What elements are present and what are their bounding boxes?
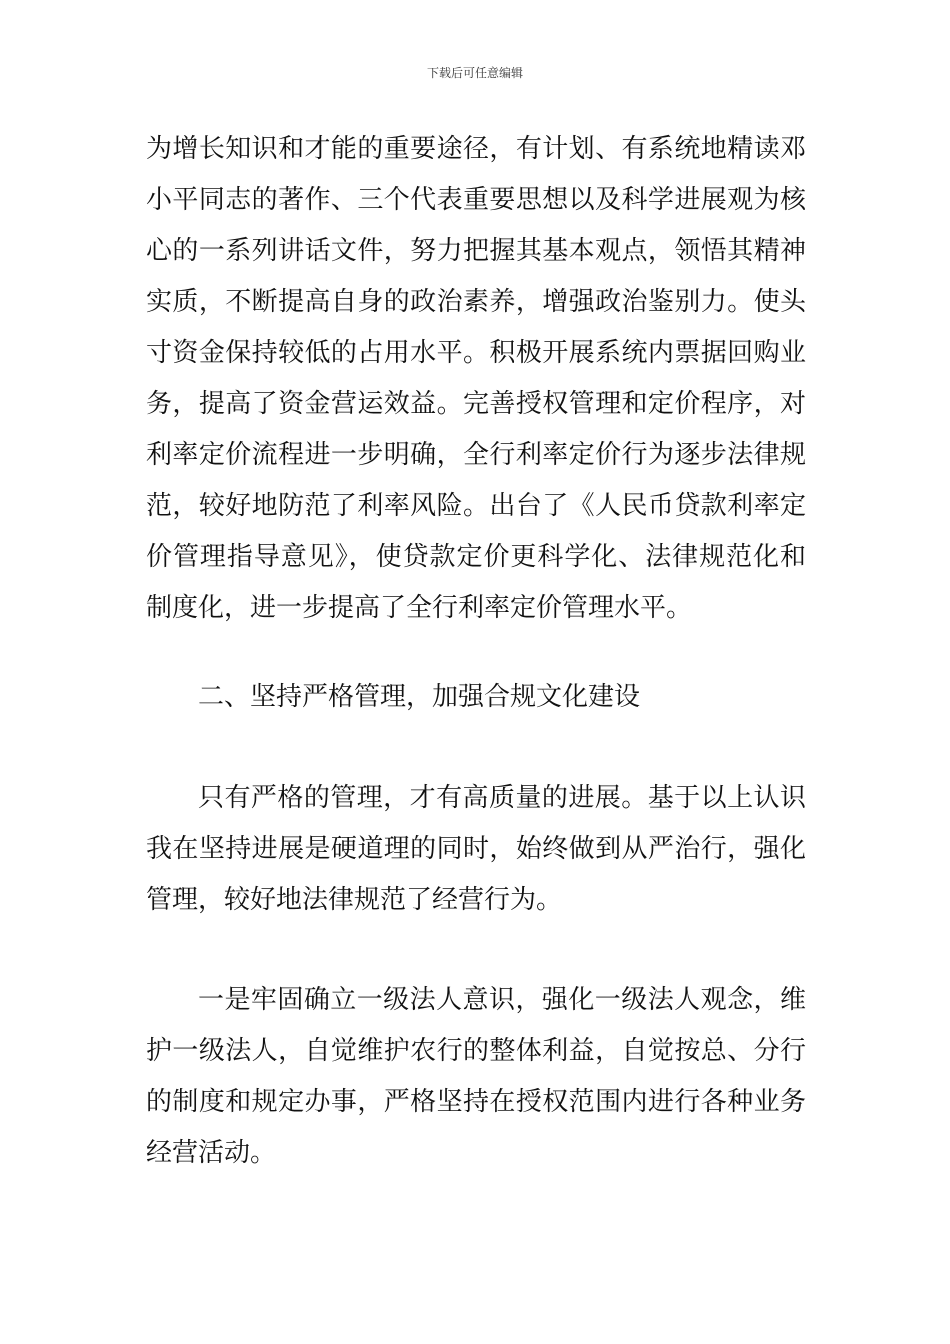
- body-paragraph: 一是牢固确立一级法人意识，强化一级法人观念，维护一级法人，自觉维护农行的整体利益，自觉按总、分行的制度和规定办事，严格坚持在授权范围内进行各种业务经营活动。: [146, 985, 806, 1168]
- page-header-note: 下载后可任意编辑: [426, 66, 523, 80]
- section-heading: 二、坚持严格管理，加强合规文化建设: [198, 682, 641, 712]
- body-paragraph: 为增长知识和才能的重要途径，有计划、有系统地精读邓小平同志的著作、三个代表重要思想以及科学进展观为核心的一系列讲话文件，努力把握其基本观点，领悟其精神实质，不断提高自身的政治素养，增强政治鉴别力。使头寸资金保持较低的占用水平。积极开展系统内票据回购业务，提高了资金营运效益。完善授权管理和定价程序，对利率定价流程进一步明确，全行利率定价行为逐步法律规范，较好地防范了利率风险。出台了《人民币贷款利率定价管理指导意见》，使贷款定价更科学化、法律规范化和制度化，进一步提高了全行利率定价管理水平。: [146, 134, 806, 623]
- body-paragraph: 只有严格的管理，才有高质量的进展。基于以上认识我在坚持进展是硬道理的同时，始终做到从严治行，强化管理，较好地法律规范了经营行为。: [146, 783, 806, 915]
